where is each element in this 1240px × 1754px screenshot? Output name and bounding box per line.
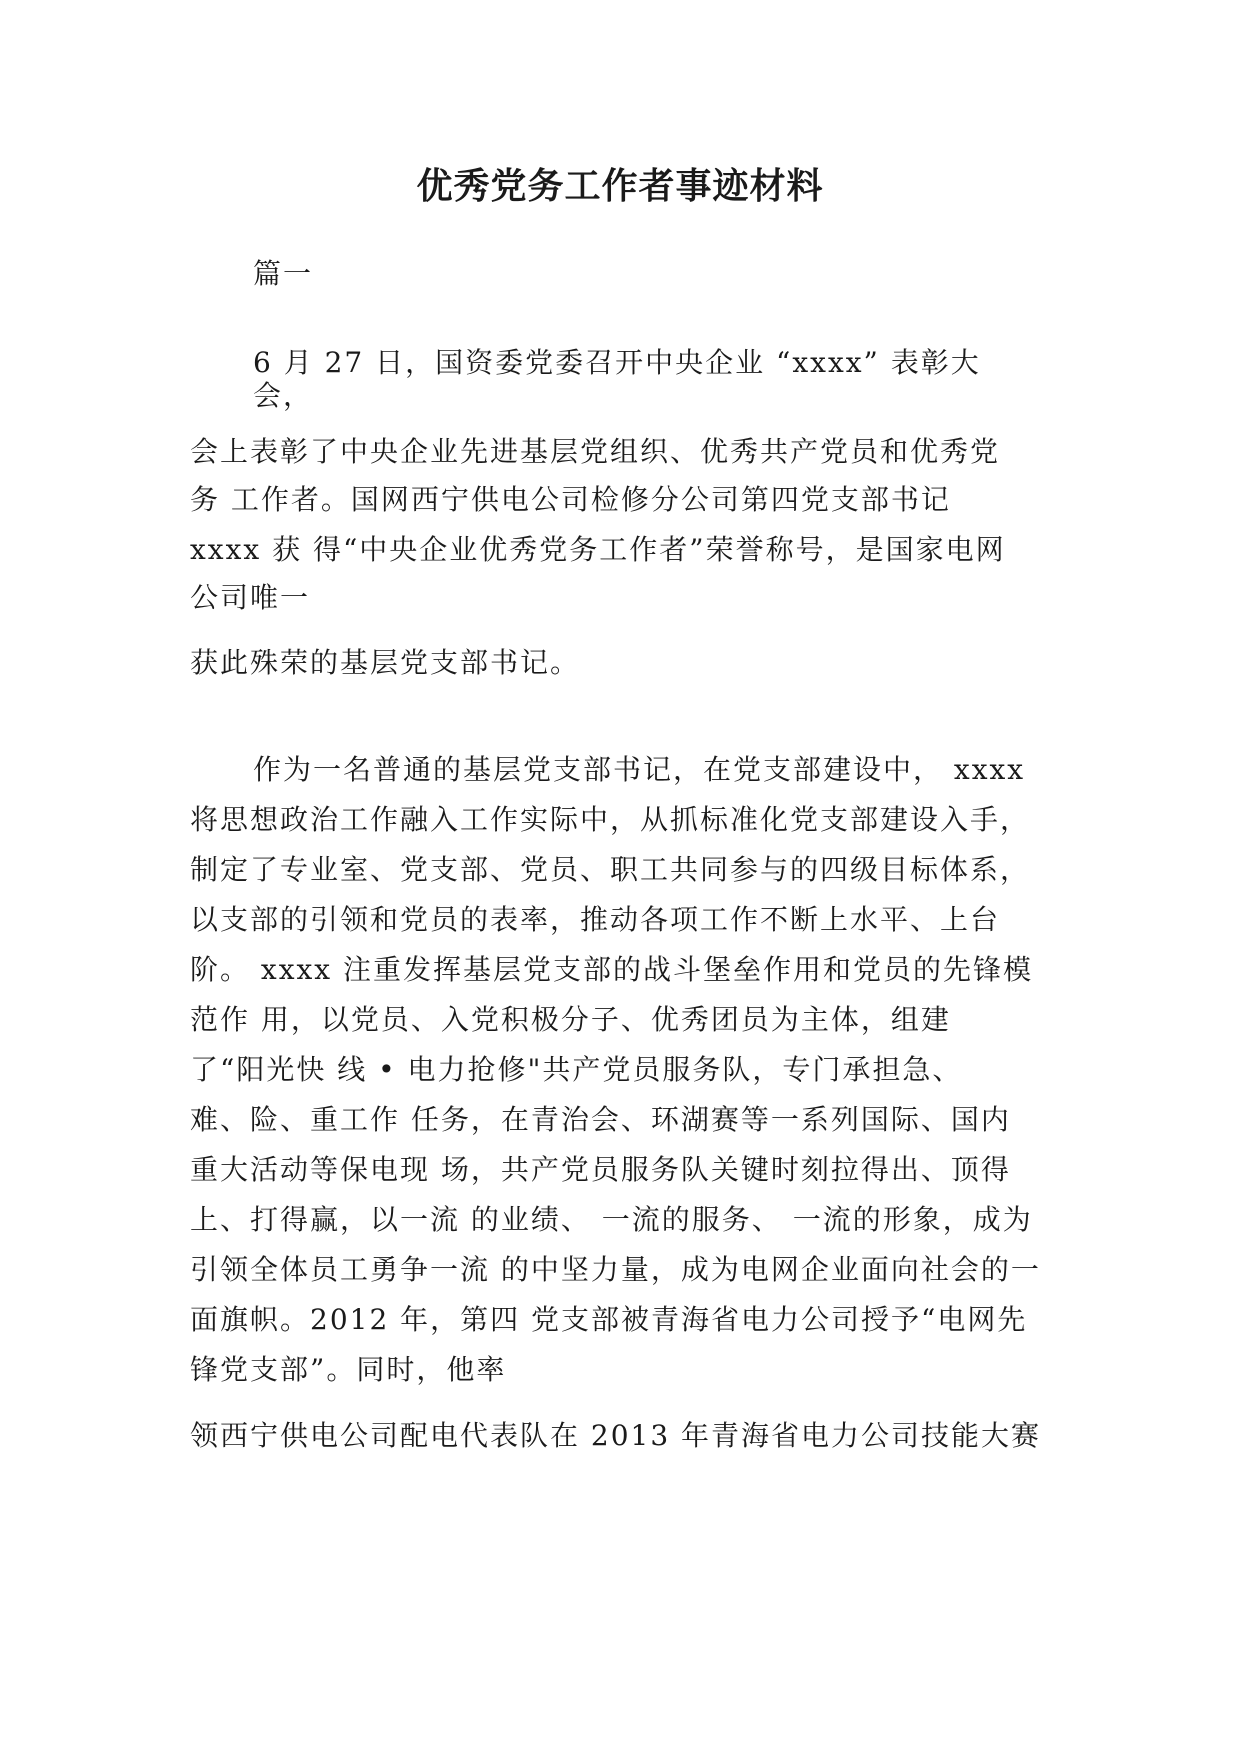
paragraph-line: 作为一名普通的基层党支部书记，在党支部建设中， xxxx (253, 753, 1026, 786)
paragraph-line: 重大活动等保电现 场，共产党员服务队关键时刻拉得出、顶得 (190, 1153, 1011, 1186)
paragraph-line: 引领全体员工勇争一流 的中坚力量，成为电网企业面向社会的一 (190, 1253, 1041, 1286)
paragraph-line: 公司唯一 (190, 581, 311, 614)
section-label: 篇一 (253, 257, 314, 290)
paragraph-line: 领西宁供电公司配电代表队在 2013 年青海省电力公司技能大赛 (190, 1419, 1042, 1452)
paragraph-line: 锋党支部”。同时，他率 (190, 1353, 507, 1386)
paragraph-line: 务 工作者。国网西宁供电公司检修分公司第四党支部书记 (190, 483, 951, 516)
paragraph-line: 获此殊荣的基层党支部书记。 (190, 646, 581, 679)
paragraph-line: 6 月 27 日，国资委党委召开中央企业 “xxxx” 表彰大 (253, 346, 981, 379)
paragraph-line: 面旗帜。2012 年，第四 党支部被青海省电力公司授予“电网先 (190, 1303, 1028, 1336)
paragraph-line: 会， (253, 379, 314, 412)
paragraph-line: 制定了专业室、党支部、党员、职工共同参与的四级目标体系， (190, 853, 1031, 886)
paragraph-line: 难、险、重工作 任务，在青治会、环湖赛等一系列国际、国内 (190, 1103, 1011, 1136)
paragraph-line: xxxx 获 得“中央企业优秀党务工作者”荣誉称号，是国家电网 (190, 533, 1006, 566)
paragraph-line: 以支部的引领和党员的表率，推动各项工作不断上水平、上台 (190, 903, 1001, 936)
paragraph-line: 会上表彰了中央企业先进基层党组织、优秀共产党员和优秀党 (190, 435, 1001, 468)
paragraph-line: 上、打得赢，以一流 的业绩、 一流的服务、 一流的形象，成为 (190, 1203, 1033, 1236)
document-title: 优秀党务工作者事迹材料 (416, 165, 824, 207)
paragraph-line: 阶。 xxxx 注重发挥基层党支部的战斗堡垒作用和党员的先锋模 (190, 953, 1033, 986)
paragraph-line: 将思想政治工作融入工作实际中，从抓标准化党支部建设入手， (190, 803, 1031, 836)
paragraph-line: 范作 用，以党员、入党积极分子、优秀团员为主体，组建 (190, 1003, 951, 1036)
paragraph-line: 了“阳光快 线 • 电力抢修"共产党员服务队，专门承担急、 (190, 1053, 963, 1086)
